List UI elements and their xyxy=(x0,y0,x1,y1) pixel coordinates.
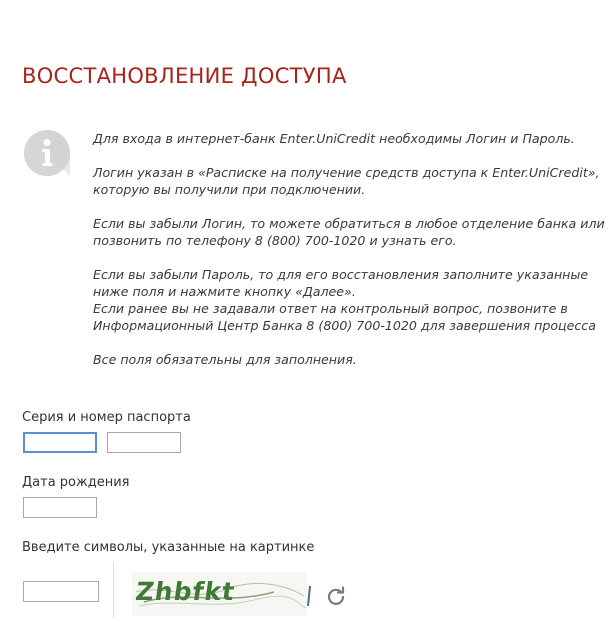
passport-series-input[interactable] xyxy=(23,432,97,453)
info-paragraph: Для входа в интернет-банк Enter.UniCredit необходимы Логин и Пароль. xyxy=(93,131,575,146)
info-text-block xyxy=(93,130,608,385)
info-paragraph: Если вы забыли Логин, то можете обратиться в любое отделение банка или позвонить по телефону 8 (800) 700-1020 и узнать его. xyxy=(93,216,605,248)
captcha-image xyxy=(113,562,314,618)
page-title: ВОССТАНОВЛЕНИЕ ДОСТУПА xyxy=(22,64,347,88)
passport-number-input[interactable] xyxy=(107,432,181,453)
info-paragraph: Логин указан в «Расписке на получение средств доступа к Enter.UniCredit», которую вы получили при подключении. xyxy=(93,165,600,197)
captcha-input[interactable] xyxy=(23,581,99,602)
captcha-text: Zhbfkt xyxy=(133,577,238,606)
refresh-icon[interactable] xyxy=(326,586,346,606)
info-icon xyxy=(24,130,70,176)
info-paragraph: Все поля обязательны для заполнения. xyxy=(93,352,357,367)
passport-label: Серия и номер паспорта xyxy=(22,410,191,425)
info-paragraph: Если ранее вы не задавали ответ на контрольный вопрос, позвоните в Информационный Центр Банка 8 (800) 700-1020 для завершения процесса xyxy=(93,301,596,333)
captcha-label: Введите символы, указанные на картинке xyxy=(22,540,315,555)
birthdate-input[interactable] xyxy=(23,497,97,518)
info-paragraph: Если вы забыли Пароль, то для его восстановления заполните указанные ниже поля и нажмите кнопку «Далее». xyxy=(93,267,589,299)
birthdate-label: Дата рождения xyxy=(22,475,130,490)
